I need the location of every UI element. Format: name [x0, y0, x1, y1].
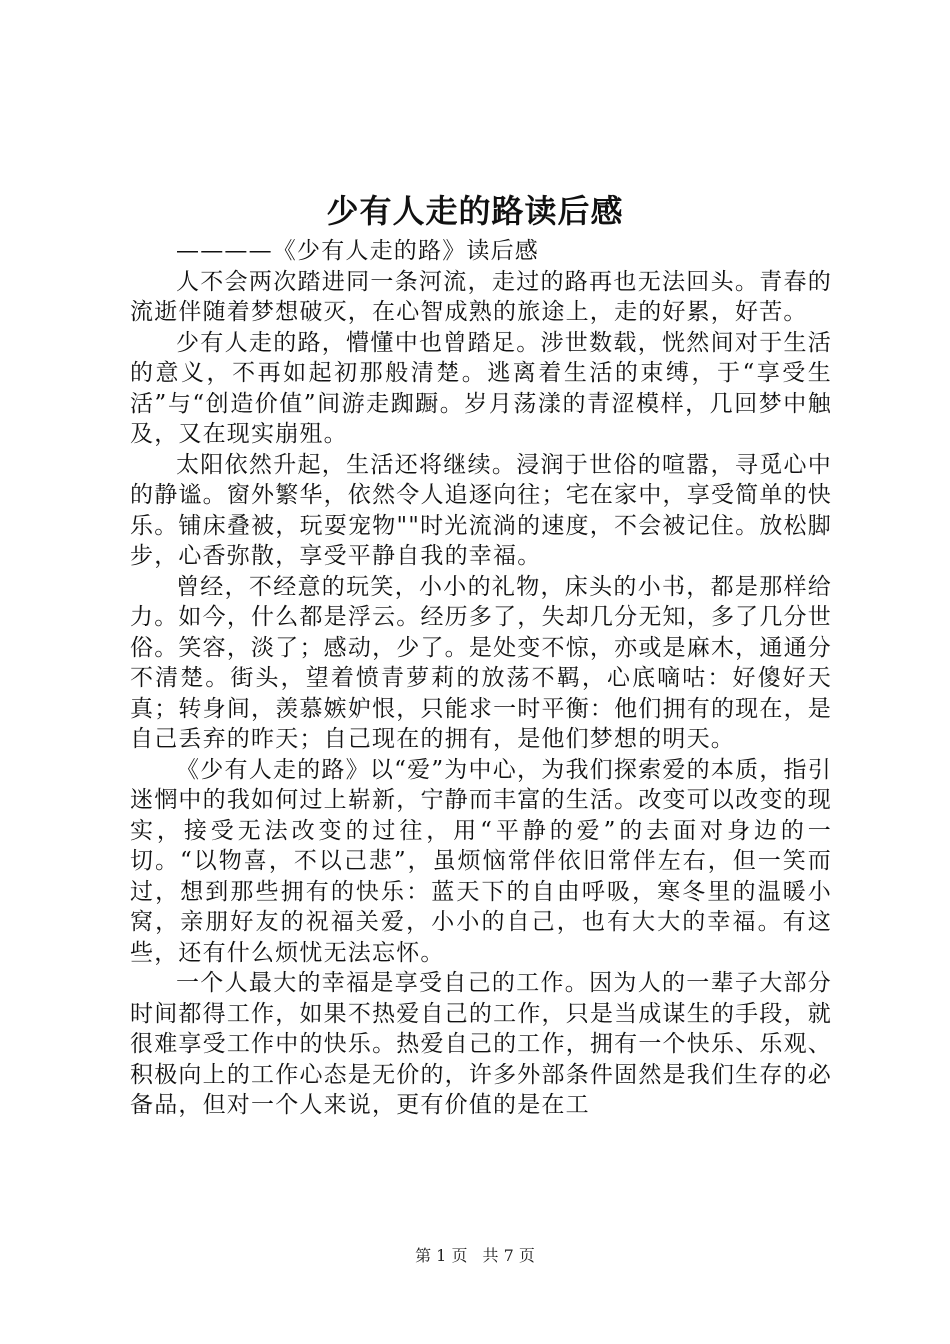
paragraph: 少有人走的路，懵懂中也曾踏足。涉世数载，恍然间对于生活的意义，不再如起初那般清楚。逃离着生活的束缚，于“享受生活”与“创造价值”间游走踟蹰。岁月荡漾的青涩模样，几回梦中触及，又在现实崩殂。	[130, 329, 832, 447]
document-body	[130, 236, 832, 1121]
page-total: 共 7 页	[482, 1246, 535, 1265]
paragraph: 《少有人走的路》以“爱”为中心，为我们探索爱的本质，指引迷惘中的我如何过上崭新，宁静而丰富的生活。改变可以改变的现实，接受无法改变的过往，用“平静的爱”的去面对身边的一切。“以物喜，不以己悲”，虽烦恼常伴依旧常伴左右，但一笑而过，想到那些拥有的快乐：蓝天下的自由呼吸，寒冬里的温暖小窝，亲朋好友的祝福关爱，小小的自己，也有大大的幸福。有这些，还有什么烦忧无法忘怀。	[130, 756, 832, 966]
document-subtitle: ————《少有人走的路》读后感	[176, 238, 539, 264]
paragraph: 一个人最大的幸福是享受自己的工作。因为人的一辈子大部分时间都得工作，如果不热爱自己的工作，只是当成谋生的手段，就很难享受工作中的快乐。热爱自己的工作，拥有一个快乐、乐观、积极向上的工作心态是无价的，许多外部条件固然是我们生存的必备品，但对一个人来说，更有价值的是在工	[130, 970, 832, 1118]
document-title: 少有人走的路读后感	[326, 192, 624, 230]
page-footer	[0, 1243, 950, 1266]
paragraph: 太阳依然升起，生活还将继续。浸润于世俗的喧嚣，寻觅心中的静谧。窗外繁华，依然令人追逐向往；宅在家中，享受简单的快乐。铺床叠被，玩耍宠物""时光流淌的速度，不会被记住。放松脚步，心香弥散，享受平静自我的幸福。	[130, 451, 832, 569]
page-number: 第 1 页	[415, 1246, 468, 1265]
paragraph: 曾经，不经意的玩笑，小小的礼物，床头的小书，都是那样给力。如今，什么都是浮云。经历多了，失却几分无知，多了几分世俗。笑容，淡了；感动，少了。是处变不惊，亦或是麻木，通通分不清楚。街头，望着愤青萝莉的放荡不羁，心底嘀咕：好傻好天真；转身间，羡慕嫉妒恨，只能求一时平衡：他们拥有的现在，是自己丢弃的昨天；自己现在的拥有，是他们梦想的明天。	[130, 573, 832, 752]
paragraph: 人不会两次踏进同一条河流，走过的路再也无法回头。青春的流逝伴随着梦想破灭，在心智成熟的旅途上，走的好累，好苦。	[130, 268, 832, 325]
